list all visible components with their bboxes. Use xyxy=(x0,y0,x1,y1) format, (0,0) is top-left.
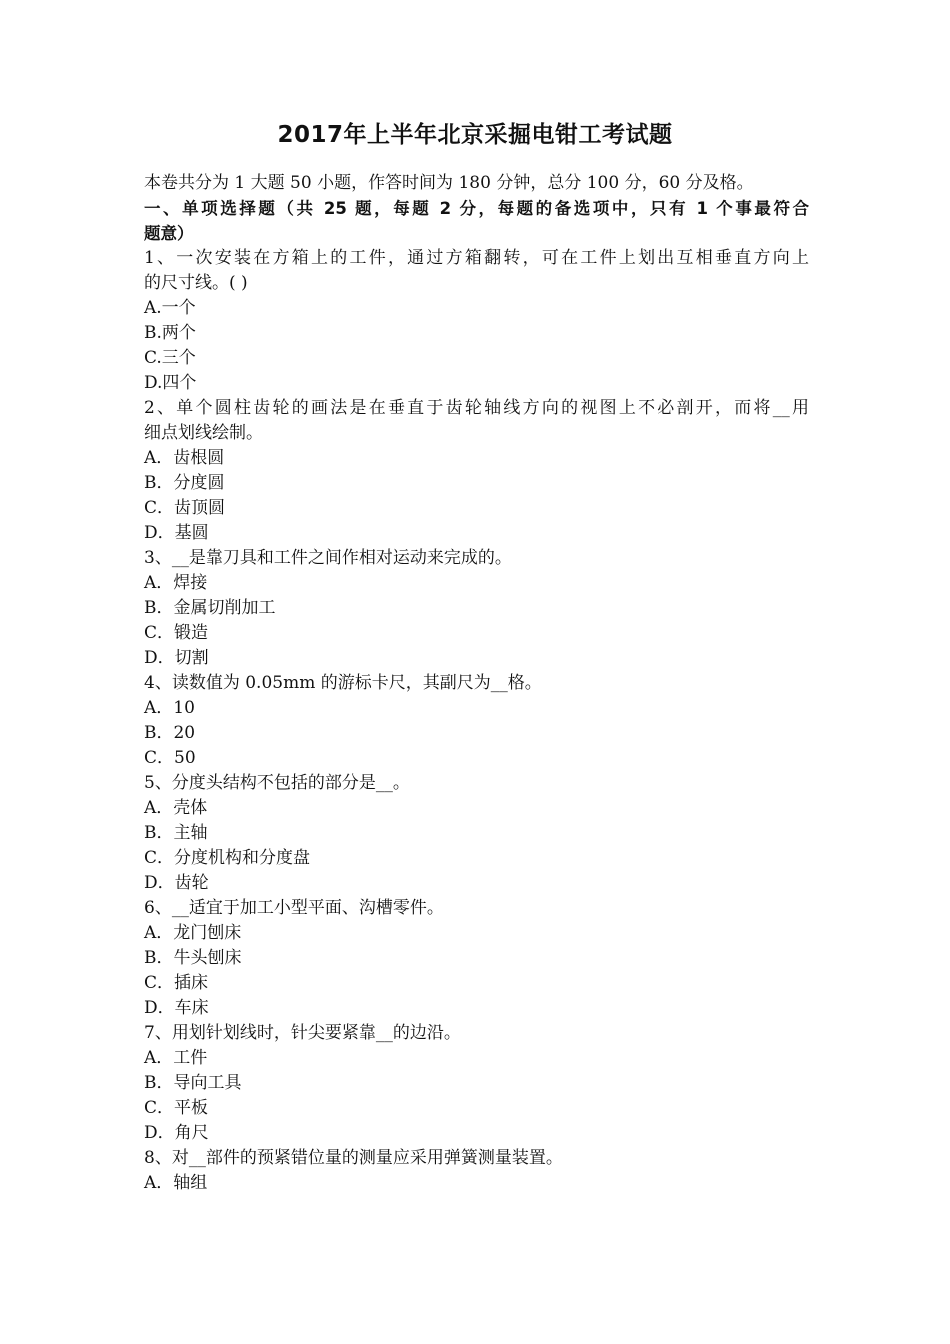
question-stem: 8、对__部件的预紧错位量的测量应采用弹簧测量装置。 xyxy=(144,1148,563,1168)
answer-option: B．金属切削加工 xyxy=(144,598,276,618)
answer-option: A．齿根圆 xyxy=(144,448,225,468)
question-stem: 3、__是靠刀具和工件之间作相对运动来完成的。 xyxy=(144,548,512,568)
section-heading: 一、单项选择题（共 25 题，每题 2 分，每题的备选项中，只有 1 个事最符合 xyxy=(144,199,809,218)
question-3 xyxy=(144,546,809,671)
answer-option: C．锻造 xyxy=(144,623,209,643)
answer-option: D．基圆 xyxy=(144,523,209,543)
document-body xyxy=(144,171,809,1196)
answer-option: B．20 xyxy=(144,723,196,743)
question-4 xyxy=(144,671,809,771)
answer-option: A．龙门刨床 xyxy=(144,923,242,943)
question-stem: 4、读数值为 0.05mm 的游标卡尺，其副尺为__格。 xyxy=(144,673,542,693)
answer-option: B．分度圆 xyxy=(144,473,225,493)
question-stem: 细点划线绘制。 xyxy=(144,423,263,443)
answer-option: C．50 xyxy=(144,748,196,768)
answer-option: C．插床 xyxy=(144,973,209,993)
answer-option: A．轴组 xyxy=(144,1173,208,1193)
answer-option: D．切割 xyxy=(144,648,209,668)
answer-option: D.四个 xyxy=(144,373,197,393)
answer-option: A．工件 xyxy=(144,1048,208,1068)
question-5 xyxy=(144,771,809,896)
question-1 xyxy=(144,246,809,396)
question-stem: 2、单个圆柱齿轮的画法是在垂直于齿轮轴线方向的视图上不必剖开，而将__用 xyxy=(144,398,809,418)
question-stem: 的尺寸线。( ) xyxy=(144,273,248,293)
exam-intro: 本卷共分为 1 大题 50 小题，作答时间为 180 分钟，总分 100 分，60 分及格。 xyxy=(144,173,754,193)
question-6 xyxy=(144,896,809,1021)
question-stem: 6、__适宜于加工小型平面、沟槽零件。 xyxy=(144,898,444,918)
page-title: 2017年上半年北京采掘电钳工考试题 xyxy=(277,122,673,148)
answer-option: C．齿顶圆 xyxy=(144,498,226,518)
answer-option: B．主轴 xyxy=(144,823,208,843)
answer-option: D．车床 xyxy=(144,998,209,1018)
section-heading-continued: 题意） xyxy=(144,224,194,243)
answer-option: C.三个 xyxy=(144,348,196,368)
question-list xyxy=(144,246,809,1196)
answer-option: B．牛头刨床 xyxy=(144,948,242,968)
question-8 xyxy=(144,1146,809,1196)
answer-option: C．平板 xyxy=(144,1098,209,1118)
answer-option: C．分度机构和分度盘 xyxy=(144,848,311,868)
answer-option: A.一个 xyxy=(144,298,196,318)
question-7 xyxy=(144,1021,809,1146)
question-stem: 7、用划针划线时，针尖要紧靠__的边沿。 xyxy=(144,1023,461,1043)
answer-option: A．焊接 xyxy=(144,573,208,593)
answer-option: D．角尺 xyxy=(144,1123,209,1143)
answer-option: D．齿轮 xyxy=(144,873,209,893)
question-2 xyxy=(144,396,809,546)
answer-option: A．10 xyxy=(144,698,195,718)
answer-option: B．导向工具 xyxy=(144,1073,242,1093)
question-stem: 1、一次安装在方箱上的工件，通过方箱翻转，可在工件上划出互相垂直方向上 xyxy=(144,248,809,268)
question-stem: 5、分度头结构不包括的部分是__。 xyxy=(144,773,410,793)
answer-option: A．壳体 xyxy=(144,798,208,818)
answer-option: B.两个 xyxy=(144,323,196,343)
